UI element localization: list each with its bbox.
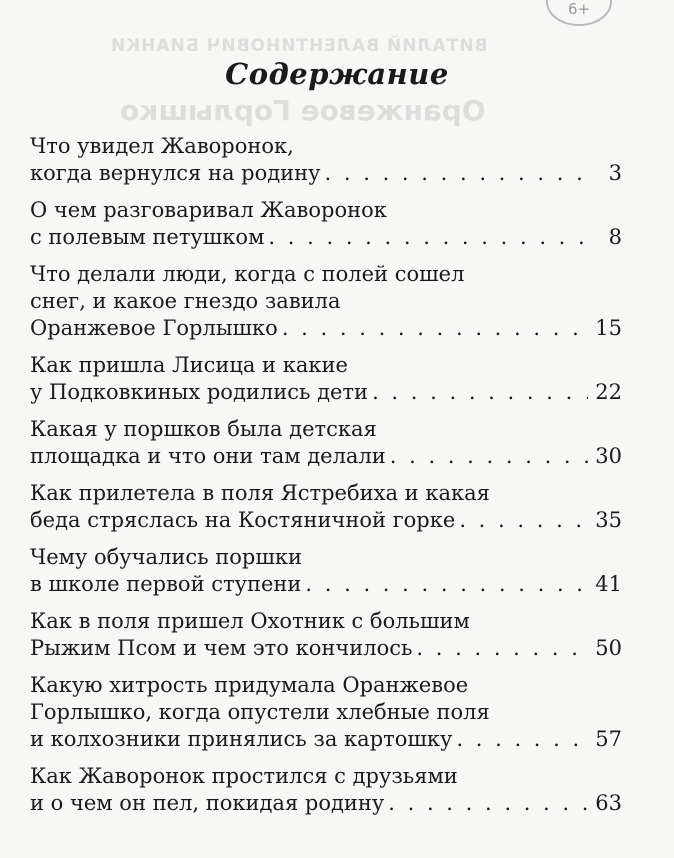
toc-entry-last-line (30, 224, 622, 251)
dot-leader (390, 443, 588, 470)
toc-entry-line: с полевым петушком (30, 225, 265, 249)
bleed-through-title: Оранжевое Горлышко (120, 94, 486, 127)
page-number: 63 (595, 791, 622, 815)
toc-entry-line: Как в поля пришел Охотник с большим (30, 609, 470, 633)
toc-entry-line: Какая у поршков была детская (30, 417, 377, 441)
toc-entry-last-line (30, 379, 622, 406)
toc-entry[interactable] (30, 416, 622, 470)
toc-entry-line: Горлышко, когда опустели хлебные поля (30, 700, 490, 724)
toc-entry-line: Что увидел Жаворонок, (30, 134, 294, 158)
page-number: 57 (595, 727, 622, 751)
toc-entry[interactable] (30, 544, 622, 598)
dot-leader (268, 224, 588, 251)
toc-entry-line: беда стряслась на Костяничной горке (30, 508, 456, 532)
toc-entry-line: снег, и какое гнездо завила (30, 289, 341, 313)
dot-leader (459, 507, 588, 534)
page-number: 8 (608, 225, 622, 249)
toc-entry-line: у Подковкиных родились дети (30, 380, 369, 404)
toc-entry-last-line (30, 507, 622, 534)
page-number: 35 (595, 508, 622, 532)
toc-entry[interactable] (30, 261, 622, 342)
toc-entry-line: Оранжевое Горлышко (30, 316, 278, 340)
toc-entry-line: Как пришла Лисица и какие (30, 353, 348, 377)
table-of-contents (30, 133, 622, 827)
toc-entry-line: площадка и что они там делали (30, 444, 386, 468)
page-number: 3 (608, 161, 622, 185)
toc-entry-line: Как прилетела в поля Ястребиха и какая (30, 481, 490, 505)
toc-entry-last-line (30, 571, 622, 598)
toc-entry-last-line (30, 635, 622, 662)
toc-entry-line: Рыжим Псом и чем это кончилось (30, 636, 413, 660)
toc-entry-line: Что делали люди, когда с полей сошел (30, 262, 465, 286)
page-title: Содержание (225, 57, 449, 92)
toc-entry-line: Чему обучались поршки (30, 545, 303, 569)
toc-entry-last-line (30, 790, 622, 817)
toc-entry[interactable] (30, 133, 622, 187)
toc-entry-last-line (30, 315, 622, 342)
dot-leader (388, 790, 588, 817)
page-number: 15 (595, 316, 622, 340)
dot-leader (325, 160, 588, 187)
bleed-through-author: ВИТАЛИЙ ВАЛЕНТИНОВИЧ БИАНКИ (110, 36, 488, 56)
toc-entry-line: и колхозники принялись за картошку (30, 727, 453, 751)
dot-leader (372, 379, 588, 406)
age-rating-badge: 6+ (546, 0, 612, 26)
dot-leader (282, 315, 588, 342)
toc-entry-line: и о чем он пел, покидая родину (30, 791, 385, 815)
toc-entry-line: Какую хитрость придумала Оранжевое (30, 673, 469, 697)
toc-entry[interactable] (30, 672, 622, 753)
page-number: 22 (595, 380, 622, 404)
toc-entry-line: Как Жаворонок простился с друзьями (30, 764, 458, 788)
page-number: 50 (595, 636, 622, 660)
toc-entry[interactable] (30, 480, 622, 534)
toc-entry-last-line (30, 443, 622, 470)
page-number: 41 (595, 572, 622, 596)
toc-entry-line: когда вернулся на родину (30, 161, 321, 185)
toc-entry[interactable] (30, 608, 622, 662)
dot-leader (456, 726, 588, 753)
toc-entry[interactable] (30, 352, 622, 406)
dot-leader (305, 571, 588, 598)
toc-entry[interactable] (30, 197, 622, 251)
toc-entry-line: в школе первой ступени (30, 572, 302, 596)
toc-entry-last-line (30, 726, 622, 753)
page-number: 30 (595, 444, 622, 468)
toc-entry[interactable] (30, 763, 622, 817)
dot-leader (416, 635, 588, 662)
toc-entry-line: О чем разговаривал Жаворонок (30, 198, 387, 222)
toc-entry-last-line (30, 160, 622, 187)
